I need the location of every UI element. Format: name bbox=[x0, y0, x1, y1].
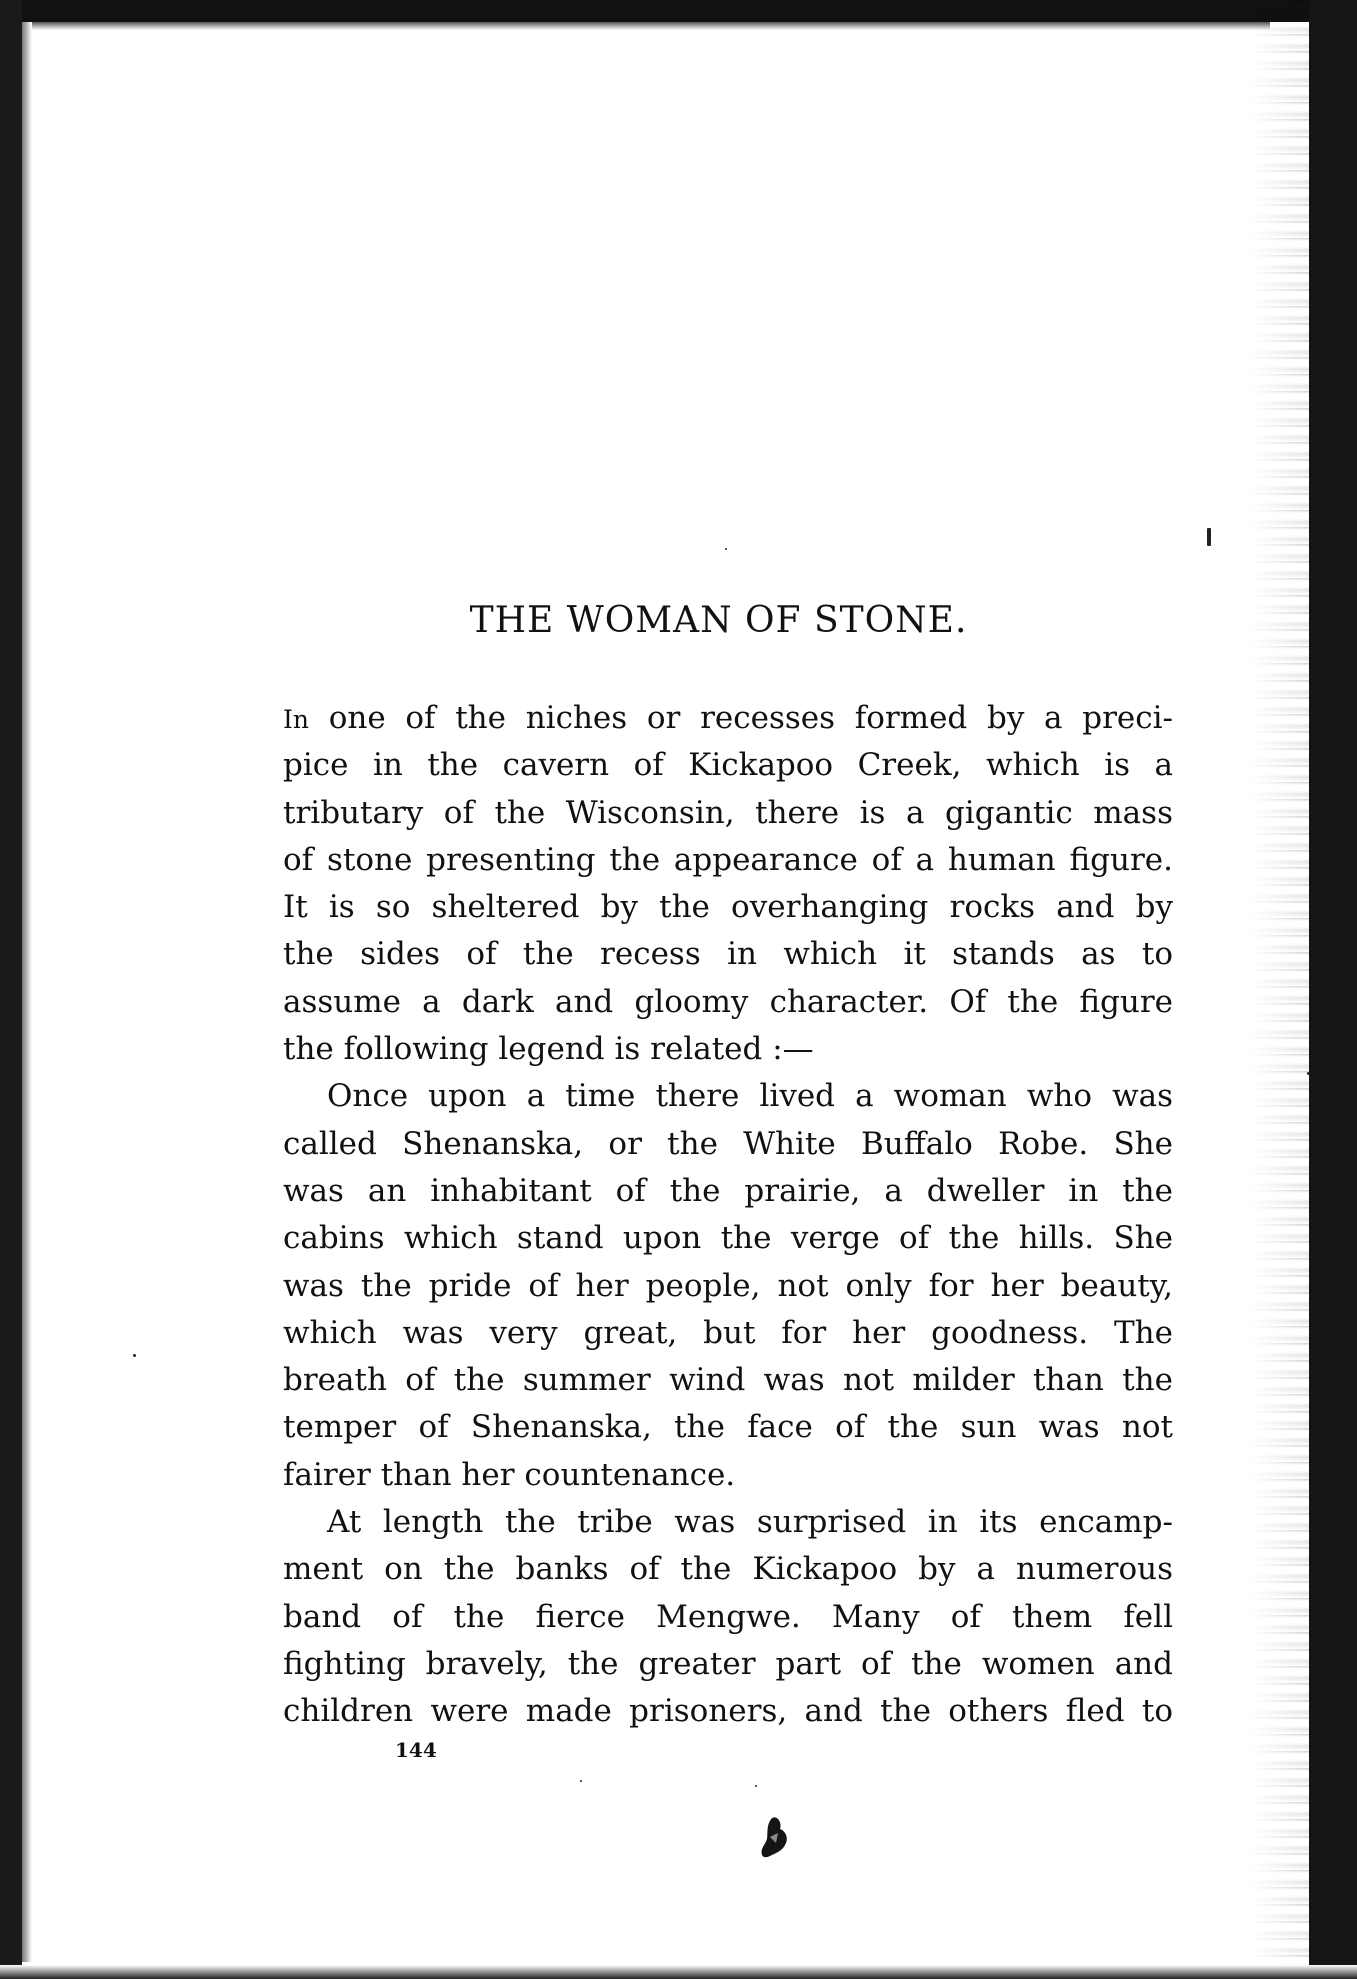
page-edge-right bbox=[1309, 0, 1357, 1979]
page-edge-bottom bbox=[0, 1965, 1357, 1979]
text-line: It is so sheltered by the overhanging rocks and by bbox=[283, 889, 1173, 926]
scan-speck bbox=[580, 1780, 582, 1782]
text-line: temper of Shenanska, the face of the sun was not bbox=[283, 1409, 1173, 1446]
text-line: breath of the summer wind was not milder than the bbox=[283, 1362, 1173, 1399]
text-line: In one of the niches or recesses formed by a preci- bbox=[283, 700, 1173, 736]
text-line: called Shenanska, or the White Buffalo Robe. She bbox=[283, 1125, 1173, 1162]
text-line: At length the tribe was surprised in its encamp- bbox=[327, 1504, 1173, 1541]
scan-speck bbox=[755, 1785, 757, 1787]
page-edge-left-shadow bbox=[22, 22, 32, 1962]
text-line: Once upon a time there lived a woman who was bbox=[327, 1078, 1173, 1115]
scan-speck bbox=[1207, 528, 1211, 546]
page-number: 144 bbox=[395, 1738, 437, 1762]
text-line: assume a dark and gloomy character. Of the figure bbox=[283, 983, 1173, 1020]
chapter-title: THE WOMAN OF STONE. bbox=[469, 600, 968, 641]
scan-speck bbox=[725, 548, 727, 550]
text-line: band of the fierce Mengwe. Many of them fell bbox=[283, 1598, 1173, 1635]
text-line: which was very great, but for her goodness. The bbox=[283, 1314, 1173, 1351]
text-line: children were made prisoners, and the others fled to bbox=[283, 1693, 1173, 1730]
page-edge-right-speckle bbox=[1249, 0, 1309, 1979]
text-line: the sides of the recess in which it stands as to bbox=[283, 936, 1173, 973]
body-text bbox=[283, 695, 1173, 1736]
page-edge-left bbox=[0, 0, 22, 1979]
text-line: tributary of the Wisconsin, there is a gigantic mass bbox=[283, 794, 1173, 831]
text-line: ment on the banks of the Kickapoo by a numerous bbox=[283, 1551, 1173, 1588]
text-line: the following legend is related :— bbox=[283, 1031, 814, 1068]
text-line: cabins which stand upon the verge of the hills. She bbox=[283, 1220, 1173, 1257]
text-line: was the pride of her people, not only for her beauty, bbox=[283, 1267, 1173, 1304]
text-line: pice in the cavern of Kickapoo Creek, which is a bbox=[283, 747, 1173, 784]
ink-blot-mark bbox=[758, 1815, 792, 1861]
scan-speck bbox=[133, 1354, 136, 1357]
page-edge-top-shadow bbox=[30, 22, 1270, 30]
scan-speck bbox=[1307, 1072, 1310, 1075]
text-line: of stone presenting the appearance of a human figure. bbox=[283, 841, 1173, 878]
text-line: fighting bravely, the greater part of the women and bbox=[283, 1645, 1173, 1682]
drop-cap: In bbox=[283, 705, 309, 734]
page-edge-top bbox=[0, 0, 1357, 22]
text-line: fairer than her countenance. bbox=[283, 1456, 736, 1493]
text-line: was an inhabitant of the prairie, a dweller in the bbox=[283, 1172, 1173, 1209]
